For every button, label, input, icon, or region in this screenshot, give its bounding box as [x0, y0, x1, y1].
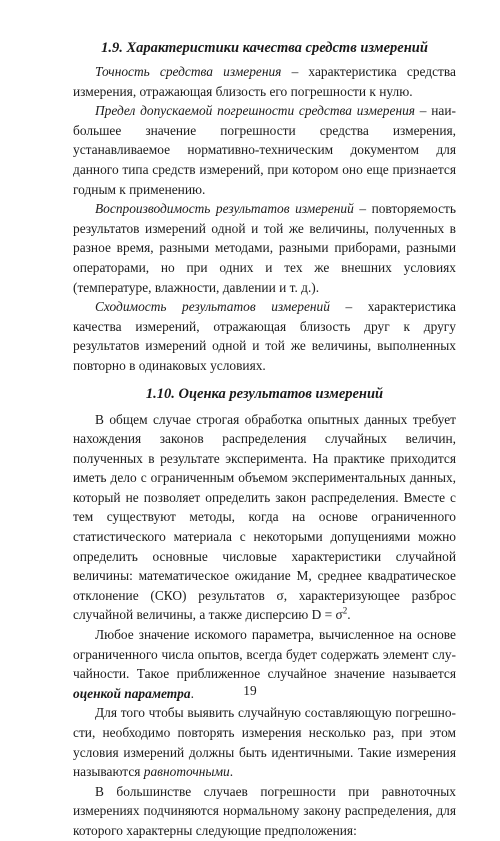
definition-error-limit: – наибольшее значение погрешности средства измерения, устанавливаемое нормативно-техническим документом для данного типа средств измерений, при котором оно еще признается годным к применению.: [73, 103, 456, 197]
page-number: 19: [243, 683, 257, 698]
term-error-limit: Предел допускаемой погрешности средства измерения: [95, 103, 416, 119]
processing-text: В общем случае строгая обработка опытных данных требует нахождения законов распределения случайных величин, полученных в результате эксперимента. На практике приходится иметь дело с ограниченным объемом экспериментальных данных, который не позволяет определить закон распределения. Вместе с тем существуют методы, когда на основе ограниченного статистического материала с некоторыми допущениями можно определить основные числовые характеристики случайной величины: математическое ожидание М, среднее квадратическое отклонение (СКО) результатов σ, характеризующее разброс случайной величины, а также дисперсию D = σ: [73, 411, 456, 623]
paragraph-accuracy: [73, 62, 456, 101]
estimate-end: .: [190, 685, 194, 701]
definition-convergence: – характеристика качества измерений, отражающая близость друг к другу результатов измерений одной и той же величины, выполненных повторно в одинаковых условиях.: [73, 299, 456, 373]
definition-accuracy: – характеристика средства измерения, отражающая близость его погрешности к нулю.: [73, 64, 456, 99]
paragraph-reproducibility: [73, 199, 456, 297]
superscript-2: 2: [342, 605, 348, 616]
equal-precision-text: Для того чтобы выявить случайную составляющую погрешности, необходимо повторять измерения несколько раз, при этом условия измерений должны быть идентичными. Такие измерения называются: [73, 705, 456, 780]
paragraph-convergence: [73, 297, 456, 375]
term-estimate: оценкой параметра: [73, 685, 191, 701]
paragraph-error-limit: [73, 101, 456, 199]
term-reproducibility: Воспроизводимость результатов измерений: [95, 201, 354, 217]
paragraph-processing: [73, 410, 456, 626]
definition-reproducibility: – повторяемость результатов измерений одной и той же величины, полученных в разное время, разными методами, разными приборами, разными операторами, но при одних и тех же внешних условиях (температуре, влажности, давлении и т. д.).: [73, 201, 456, 295]
term-convergence: Сходимость результатов измерений: [95, 299, 330, 315]
paragraph-equal-precision: [73, 703, 456, 781]
section-heading-1-10: 1.10. Оценка результатов измерений: [145, 385, 384, 402]
equal-precision-end: .: [229, 764, 234, 780]
estimate-text: Любое значение искомого параметра, вычисленное на основе ограниченного числа опытов, всегда будет содержать элемент случайности. Такое приближенное случайное значение называется: [73, 627, 456, 682]
processing-end: .: [347, 607, 351, 623]
section-heading-1-9: 1.9. Характеристики качества средств измерений: [101, 40, 428, 56]
term-equal-precision: равноточными: [143, 764, 230, 780]
paragraph-normal-law: В большинстве случаев погрешности при равноточных измерениях подчиняются нормальному закону распределения, для которого характерны следующие предположения:: [73, 783, 456, 838]
term-accuracy: Точность средства измерения: [95, 64, 282, 79]
